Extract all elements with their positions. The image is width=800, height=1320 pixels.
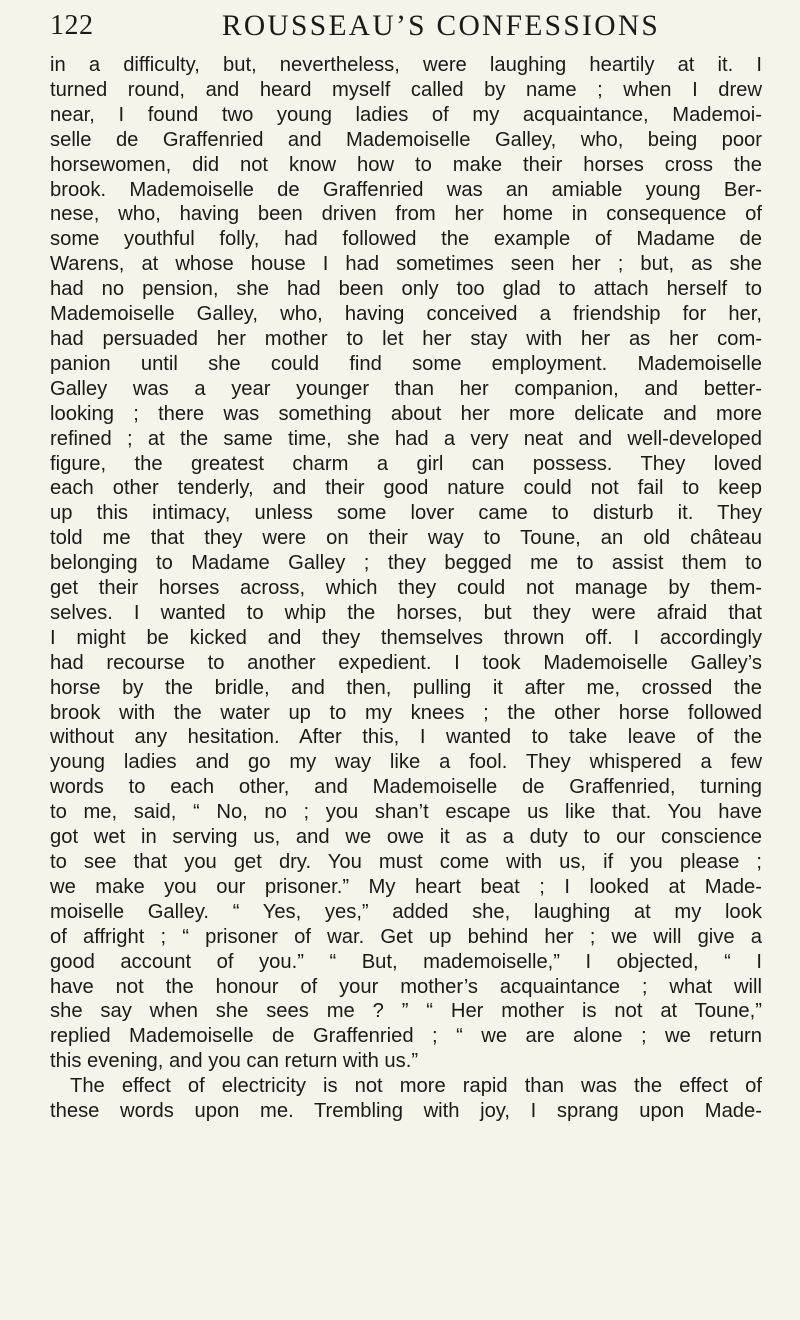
text-line: without any hesitation. After this, I wanted to take leave of the	[50, 726, 762, 749]
text-line: belonging to Madame Galley ; they begged me to assist them to	[50, 552, 762, 575]
text-line: get their horses across, which they could not manage by them-	[50, 577, 762, 600]
text-line: up this intimacy, unless some lover came to disturb it. They	[50, 502, 762, 525]
text-line: horsewomen, did not know how to make their horses cross the	[50, 153, 762, 176]
text-line: had persuaded her mother to let her stay with her as her com-	[50, 327, 762, 350]
text-line: looking ; there was something about her more delicate and more	[50, 402, 762, 425]
text-line: good account of you.” “ But, mademoiselle,” I objected, “ I	[50, 950, 762, 973]
text-line: figure, the greatest charm a girl can possess. They loved	[50, 452, 762, 475]
text-line: selves. I wanted to whip the horses, but they were afraid that	[50, 601, 762, 624]
text-line: nese, who, having been driven from her home in consequence of	[50, 203, 762, 226]
page-number: 122	[50, 10, 94, 41]
page-header	[50, 8, 762, 48]
text-line: these words upon me. Trembling with joy, I sprang upon Made-	[50, 1100, 762, 1123]
text-line: words to each other, and Mademoiselle de Graffenried, turning	[50, 776, 762, 799]
text-line: brook. Mademoiselle de Graffenried was an amiable young Ber-	[50, 178, 762, 201]
text-line: we make you our prisoner.” My heart beat ; I looked at Made-	[50, 875, 762, 898]
text-line: this evening, and you can return with us.”	[50, 1050, 419, 1073]
text-line: moiselle Galley. “ Yes, yes,” added she, laughing at my look	[50, 900, 762, 923]
running-title: ROUSSEAU’S CONFESSIONS	[221, 10, 661, 42]
text-line: replied Mademoiselle de Graffenried ; “ we are alone ; we return	[50, 1025, 762, 1048]
text-line: had no pension, she had been only too glad to attach herself to	[50, 278, 762, 301]
text-line: brook with the water up to my knees ; the other horse followed	[50, 701, 762, 724]
text-line: had recourse to another expedient. I took Mademoiselle Galley’s	[50, 651, 762, 674]
text-line: refined ; at the same time, she had a very neat and well-developed	[50, 427, 762, 450]
text-line: turned round, and heard myself called by name ; when I drew	[50, 78, 762, 101]
text-line: Mademoiselle Galley, who, having conceived a friendship for her,	[50, 303, 762, 326]
text-line: panion until she could find some employment. Mademoiselle	[50, 352, 762, 375]
body-text	[50, 53, 762, 1124]
text-line: of affright ; “ prisoner of war. Get up behind her ; we will give a	[50, 925, 762, 948]
text-line: in a difficulty, but, nevertheless, were laughing heartily at it. I	[50, 54, 762, 76]
text-line: Warens, at whose house I had sometimes seen her ; but, as she	[50, 253, 762, 276]
text-line: told me that they were on their way to Toune, an old château	[50, 527, 762, 550]
text-line: near, I found two young ladies of my acquaintance, Mademoi-	[50, 103, 762, 126]
text-line: horse by the bridle, and then, pulling it after me, crossed the	[50, 676, 762, 699]
book-page	[50, 0, 762, 1320]
text-line: each other tenderly, and their good nature could not fail to keep	[50, 477, 762, 500]
text-line: some youthful folly, had followed the example of Madame de	[50, 228, 762, 251]
text-line: got wet in serving us, and we owe it as a duty to our conscience	[50, 826, 762, 849]
text-line: The effect of electricity is not more rapid than was the effect of	[70, 1075, 762, 1098]
text-line: to me, said, “ No, no ; you shan’t escape us like that. You have	[50, 801, 762, 824]
text-line: have not the honour of your mother’s acquaintance ; what will	[50, 975, 762, 998]
text-line: selle de Graffenried and Mademoiselle Galley, who, being poor	[50, 128, 762, 151]
text-line: she say when she sees me ? ” “ Her mother is not at Toune,”	[50, 1000, 762, 1023]
text-line: Galley was a year younger than her companion, and better-	[50, 377, 762, 400]
text-line: I might be kicked and they themselves thrown off. I accordingly	[50, 626, 762, 649]
text-line: young ladies and go my way like a fool. They whispered a few	[50, 751, 762, 774]
text-line: to see that you get dry. You must come with us, if you please ;	[50, 851, 762, 873]
